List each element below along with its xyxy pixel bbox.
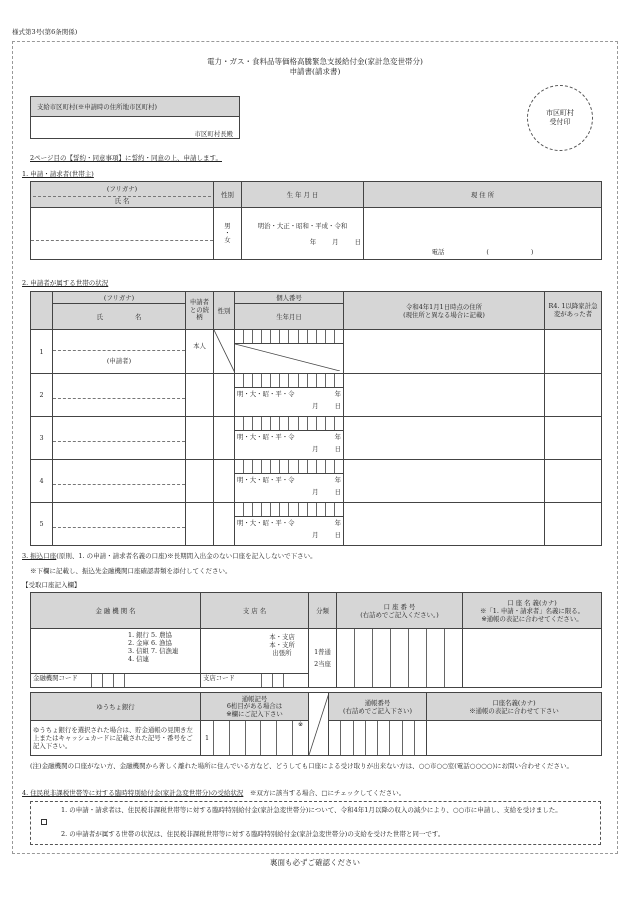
row-id-dob-input[interactable] xyxy=(235,374,344,417)
row-id-dob-input[interactable] xyxy=(235,460,344,503)
branch-name-header: 支 店 名 xyxy=(201,593,309,629)
footer-note: 裏面も必ずご確認ください xyxy=(270,858,360,867)
household-row xyxy=(31,374,602,417)
row-name-input[interactable] xyxy=(53,330,186,374)
section4-title-note: ※双方に該当する場合、□にチェックしてください。 xyxy=(249,789,406,797)
row-number: 3 xyxy=(31,417,53,460)
s1-name-input[interactable] xyxy=(31,208,214,260)
tsucho-no-label: 通帳番号 xyxy=(364,698,391,707)
bank-name-input[interactable] xyxy=(31,629,201,688)
row-relation-input[interactable] xyxy=(186,417,214,460)
row-md: 月 日 xyxy=(312,402,341,410)
acct-no-sub: (右詰めでご記入ください。) xyxy=(360,610,439,619)
row-year: 年 xyxy=(334,519,341,527)
s1-era: 明治・大正・昭和・平成・令和 xyxy=(257,221,348,230)
section4-checkbox[interactable] xyxy=(41,818,47,826)
acct-name-header xyxy=(463,593,602,629)
s1-address-input[interactable] xyxy=(364,208,602,260)
household-row xyxy=(31,417,602,460)
acct-name-input[interactable] xyxy=(463,629,602,688)
row-year: 年 xyxy=(334,390,341,398)
tsucho-kigo-header xyxy=(201,693,309,721)
slash-line xyxy=(235,344,340,371)
branch-name-input[interactable] xyxy=(201,629,309,688)
s1-sex-header: 性別 xyxy=(214,182,242,208)
s1-sex-value[interactable]: 男 ・ 女 xyxy=(214,208,242,260)
row-era: 明・大・昭・平・令 xyxy=(237,433,295,441)
yucho-header: ゆうちょ銀行 xyxy=(31,693,201,721)
row-era: 明・大・昭・平・令 xyxy=(237,390,295,398)
row-address-input[interactable] xyxy=(344,503,545,546)
row-md: 月 日 xyxy=(312,488,341,496)
yucho-table xyxy=(30,692,602,756)
s1-name-header xyxy=(31,182,214,208)
row-sex-input[interactable] xyxy=(214,330,235,374)
tsucho-kigo-label: 通帳記号 xyxy=(241,695,268,704)
entry-label: 【受取口座記入欄】 xyxy=(22,581,81,589)
row-name-input[interactable] xyxy=(53,417,186,460)
checkbox-icon[interactable] xyxy=(41,819,47,825)
acct-type-input[interactable]: 1普通 2当座 xyxy=(309,629,337,688)
s2-dob-header: 生年月日 xyxy=(235,304,344,330)
yucho-note: ゆうちょ銀行を選択された場合は、貯金通帳の見開き左上またはキャッシュカードに記載された記号・番号をご記入下さい。 xyxy=(31,721,201,756)
bank-code-label: 金融機関コード xyxy=(33,674,78,682)
s2-r4-header: R4. 1以降家計急変があった者 xyxy=(545,292,602,330)
row-sex-input[interactable] xyxy=(214,417,235,460)
acct-name-label: 口 座 名 義(カナ) xyxy=(507,598,557,607)
reception-stamp xyxy=(527,85,593,151)
branch-code-label: 支店コード xyxy=(203,674,235,682)
section4-item2: 2. の申請者が属する世帯の状況は、住民税非課税世帯等に対する臨時特別給付金(家計急変世帯分)の支給を受けた世帯と同一です。 xyxy=(61,830,445,838)
row-year: 年 xyxy=(334,476,341,484)
acct-no-label: 口 座 番 号 xyxy=(383,602,416,611)
row-era: 明・大・昭・平・令 xyxy=(237,476,295,484)
s2-name-header: 氏 名 xyxy=(53,304,186,330)
municipality-box xyxy=(30,96,240,139)
row-year: 年 xyxy=(334,433,341,441)
row-id-dob-input[interactable] xyxy=(235,417,344,460)
branch-type-options: 本・支店 本・支所 出張所 xyxy=(269,633,295,657)
s2-relation-header: 申請者との続柄 xyxy=(186,292,214,330)
row-relation-input[interactable] xyxy=(186,503,214,546)
row-r4-input[interactable] xyxy=(545,503,602,546)
s1-dob-input[interactable] xyxy=(242,208,364,260)
row-address-input[interactable] xyxy=(344,330,545,374)
stamp-label: 市区町村 受付印 xyxy=(546,108,574,126)
consent-note: 2ページ目の【誓約・同意事項】に誓約・同意の上、申請します。 xyxy=(30,154,222,162)
row-name-input[interactable] xyxy=(53,374,186,417)
bank-type-options: 1. 銀行 5. 農協 2. 金庫 6. 漁協 3. 信組 7. 信漁連 4. 信連 xyxy=(128,631,179,663)
s1-name-label: 氏 名 xyxy=(114,196,130,205)
municipality-label: 支給市区町村(※申請時の住所地市区町村) xyxy=(31,97,240,117)
row-md: 月 日 xyxy=(312,531,341,539)
row-name-input[interactable] xyxy=(53,503,186,546)
yucho-name-label: 口座名義(カナ) xyxy=(492,698,536,707)
form-title: 電力・ガス・食料品等価格高騰緊急支援給付金(家計急変世帯分) xyxy=(207,57,423,66)
yucho-divider xyxy=(309,693,329,756)
s1-ymd: 年 月 日 xyxy=(309,237,361,246)
row-relation-input[interactable] xyxy=(186,460,214,503)
section3-note: ※下欄に記載し、振込先金融機関口座確認書類を添付してください。 xyxy=(30,567,232,575)
yucho-name-input[interactable] xyxy=(427,721,602,756)
kigo-first-digit: 1 xyxy=(204,734,210,742)
row-number: 4 xyxy=(31,460,53,503)
row-address-input[interactable] xyxy=(344,374,545,417)
section2-title: 2. 申請者が属する世帯の状況 xyxy=(22,279,109,287)
row-name-input[interactable] xyxy=(53,460,186,503)
type-header: 分類 xyxy=(309,593,337,629)
section2-table xyxy=(30,291,602,546)
row-r4-input[interactable] xyxy=(545,374,602,417)
s1-address-header: 現 住 所 xyxy=(364,182,602,208)
section4-title: 4. 住民税非課税世帯等に対する臨時特別給付金(家計急変世帯分)の受給状況 xyxy=(22,789,244,797)
row-era: 明・大・昭・平・令 xyxy=(237,519,295,527)
s1-phone: 電話 ( ) xyxy=(431,248,534,256)
municipality-input[interactable]: 市区町村長殿 xyxy=(31,117,240,139)
row-address-input[interactable] xyxy=(344,417,545,460)
s2-sex-header: 性別 xyxy=(214,292,235,330)
slash-line xyxy=(214,330,235,373)
s1-dob-header: 生 年 月 日 xyxy=(242,182,364,208)
slash-line xyxy=(309,693,329,755)
household-row xyxy=(31,330,602,374)
row-md: 月 日 xyxy=(312,445,341,453)
row-number: 2 xyxy=(31,374,53,417)
row-r4-input[interactable] xyxy=(545,330,602,374)
form-subtitle: 申請書(請求書) xyxy=(289,67,341,76)
s1-furigana-label: (フリガナ) xyxy=(33,185,211,197)
bank-name-header: 金 融 機 関 名 xyxy=(31,593,201,629)
section4-box xyxy=(30,801,601,845)
row-r4-input[interactable] xyxy=(545,417,602,460)
acct-no-header xyxy=(337,593,463,629)
tsucho-kigo-input[interactable] xyxy=(201,721,309,756)
row-name xyxy=(53,399,185,405)
section3-title: 3. 振込口座 xyxy=(22,552,57,560)
tsucho-no-sub: (右詰めでご記入下さい) xyxy=(343,706,412,715)
row-id-dob-input[interactable] xyxy=(235,503,344,546)
section4-item1: 1. の申請・請求者は、住民税非課税世帯等に対する臨時特別給付金(家計急変世帯分)について、令和4年1月以降の収入の減少により、○○市に申請し、支給を受けました。 xyxy=(61,806,562,814)
row-id-dob-input[interactable] xyxy=(235,330,344,374)
row-name: (申請者) xyxy=(106,357,132,365)
tsucho-no-header xyxy=(329,693,427,721)
row-name xyxy=(53,442,185,448)
s2-furigana-header: (フリガナ) xyxy=(53,292,186,304)
row-sex-input[interactable] xyxy=(214,374,235,417)
section1-table xyxy=(30,181,602,260)
s2-address-header: 令和4年1月1日時点の住所 (現住所と異なる場合に記載) xyxy=(344,292,545,330)
row-sex-input[interactable] xyxy=(214,503,235,546)
section4-title-line xyxy=(22,789,405,797)
section3-footnote: (注)金融機関の口座がない方、金融機関から著しく離れた場所に住んでいる方など、どうしても口座による受け取りが出来ない方は、○○市○○室(電話○○○○)にお問い合わせください。 xyxy=(30,762,574,770)
row-name xyxy=(53,485,185,491)
row-address-input[interactable] xyxy=(344,460,545,503)
bank-table xyxy=(30,592,602,688)
row-relation-input[interactable]: 本人 xyxy=(186,330,214,374)
household-row xyxy=(31,503,602,546)
yucho-name-sub: ※通帳の表記に合わせて下さい xyxy=(469,706,559,715)
row-number: 1 xyxy=(31,330,53,374)
section1-title: 1. 申請・請求者(世帯主) xyxy=(22,170,94,178)
kigo-star: ※ xyxy=(292,721,308,755)
section3-title-line xyxy=(22,552,317,560)
row-sex-input[interactable] xyxy=(214,460,235,503)
acct-name-sub: ※「1. 申請・請求者」名義に限る。 ※通帳の表記に合わせてください。 xyxy=(480,606,584,623)
row-name xyxy=(53,528,185,534)
section3-title-note: (原則、1. の申請・請求者名義の口座)※長期間入出金のない口座を記入しないで下さい。 xyxy=(56,552,317,560)
row-r4-input[interactable] xyxy=(545,460,602,503)
form-number: 様式第3号(第6条関係) xyxy=(12,28,78,36)
tsucho-no-input[interactable] xyxy=(329,721,427,756)
acct-no-input[interactable] xyxy=(337,629,463,688)
row-relation-input[interactable] xyxy=(186,374,214,417)
tsucho-kigo-sub: 6桁目がある場合は ※欄にご記入下さい xyxy=(226,702,283,718)
household-row xyxy=(31,460,602,503)
s2-id-header: 個人番号 xyxy=(235,292,344,304)
yucho-name-header xyxy=(427,693,602,721)
row-number: 5 xyxy=(31,503,53,546)
